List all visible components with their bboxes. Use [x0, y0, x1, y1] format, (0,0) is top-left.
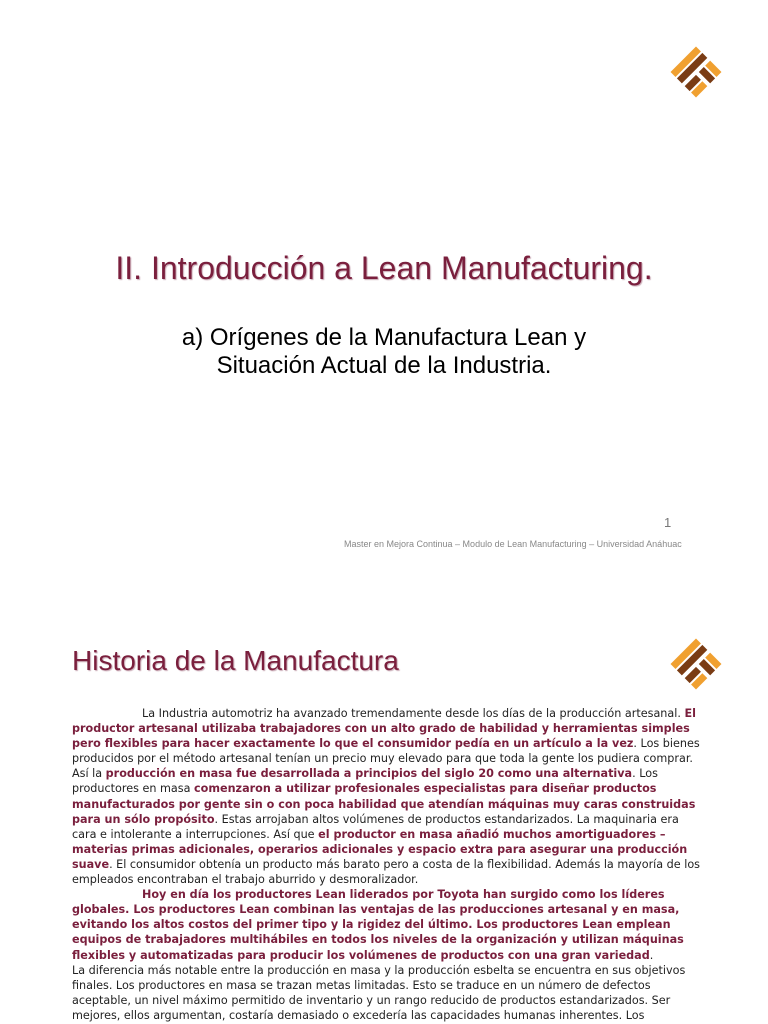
- highlighted-text: producción en masa fue desarrollada a principios del siglo 20 como una alternativa: [105, 767, 633, 781]
- slide-title: II. Introducción a Lean Manufacturing.: [115, 250, 653, 286]
- paragraph-1: [72, 706, 702, 887]
- slide-subtitle: [0, 324, 768, 380]
- body-text: . Estas arrojaban altos volúmenes de productos estandarizados. La maquinaria era cara e intolerante a interrupciones. Así que: [72, 812, 679, 841]
- body-text: La Industria automotriz ha avanzado tremendamente desde los días de la producción artesanal.: [142, 707, 685, 720]
- body-text: . El consumidor obtenía un producto más barato pero a costa de la flexibilidad. Además la mayoría de los empleados encontraban el trabajo aburrido y desmoralizador.: [72, 857, 701, 887]
- body-text: .: [649, 948, 654, 962]
- slide-footer: Master en Mejora Continua – Modulo de Lean Manufacturing – Universidad Anáhuac: [344, 539, 682, 549]
- slide-2-body: [72, 706, 702, 1023]
- paragraph-3: [72, 963, 702, 1023]
- highlighted-text: comenzaron a utilizar profesionales especialistas para diseñar productos manufacturados por gente sin o con poca habilidad que atendían máquinas muy caras construidas para un sólo propósito: [72, 782, 696, 826]
- page-number: 1: [664, 515, 672, 530]
- woven-squares-logo-icon: [666, 634, 726, 694]
- paragraph-2: [72, 887, 702, 962]
- body-text: . Los productores en masa: [72, 767, 658, 796]
- highlighted-text: El productor artesanal utilizaba trabajadores con un alto grado de habilidad y herramientas simples pero flexibles para hacer exactamente lo que el consumidor pedía en un artículo a la vez: [72, 707, 696, 751]
- highlighted-text: Hoy en día los productores Lean liderados por Toyota han surgido como los líderes globales. Los productores Lean combinan las ventajas de las producciones artesanal y en masa, evitando los altos costos del primer tipo y la rigidez del último. Los productores Lean emplean equipos de trabajadores multihábiles en todos los niveles de la organización y utilizan máquinas flexibles y automatizadas para producir los volúmenes de productos con una gran variedad: [72, 888, 684, 962]
- body-text: La diferencia más notable entre la producción en masa y la producción esbelta se encuentra en sus objetivos finales. Los productores en masa se trazan metas limitadas. Esto se traduce en un número de defectos aceptable, un nivel máximo permitido de inventario y un rango reducido de productos estandarizados. Ser mejores, ellos argumentan, costaría demasiado o excedería las capacidades humanas inherentes. Los: [72, 963, 686, 1022]
- highlighted-text: el productor en masa añadió muchos amortiguadores – materias primas adicionales, operarios adicionales y espacio extra para asegurar una producción suave: [72, 827, 688, 871]
- slide-2-title: Historia de la Manufactura: [72, 645, 399, 676]
- subtitle-line-1: a) Orígenes de la Manufactura Lean y: [181, 324, 587, 351]
- woven-squares-logo-icon: [666, 42, 726, 102]
- subtitle-line-2: Situación Actual de la Industria.: [216, 352, 552, 379]
- body-text: . Los bienes producidos por el método artesanal tenían un precio muy elevado para que toda la gente los pudiera comprar. Así la: [72, 737, 700, 781]
